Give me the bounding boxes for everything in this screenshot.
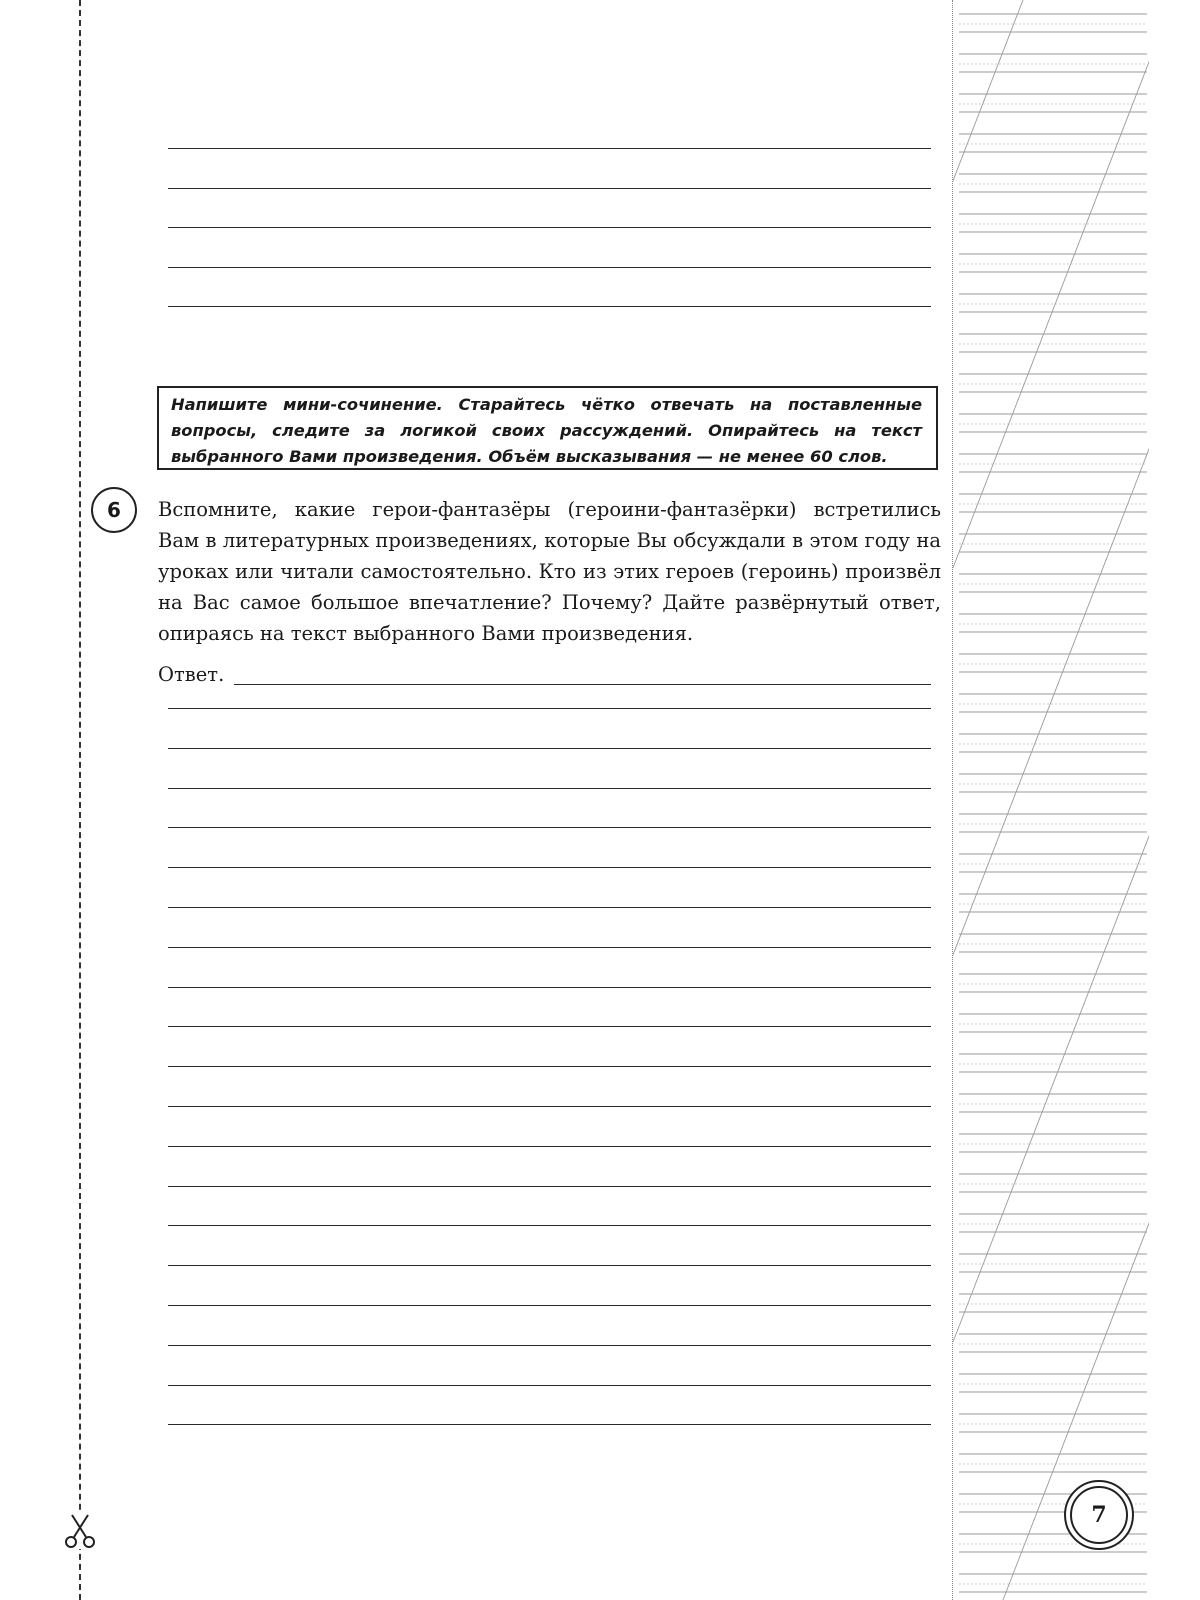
answer-writing-line[interactable] [168, 1186, 931, 1187]
previous-answer-lines [168, 148, 931, 346]
task-question: Вспомните, какие герои-фантазёры (героини-фантазёрки) встретились Вам в литературных произведениях, которые Вы обсуждали в этом году на уроках или читали самостоятельно. Кто из этих героев (героинь) произвёл на Вас самое большое впечатление? Почему? Дайте развёрнутый ответ, опираясь на текст выбранного Вами произведения. [158, 498, 941, 645]
page-number-badge [1064, 1480, 1134, 1550]
answer-writing-line[interactable] [168, 267, 931, 268]
answer-writing-line[interactable] [168, 1424, 931, 1425]
answer-writing-line[interactable] [168, 827, 931, 828]
answer-lines [168, 708, 931, 1464]
answer-first-line[interactable] [234, 684, 931, 685]
task-number: 6 [107, 498, 121, 522]
answer-writing-line[interactable] [168, 1066, 931, 1067]
answer-writing-line[interactable] [168, 1385, 931, 1386]
answer-writing-line[interactable] [168, 306, 931, 307]
answer-writing-line[interactable] [168, 1265, 931, 1266]
answer-writing-line[interactable] [168, 788, 931, 789]
answer-row [158, 662, 931, 688]
answer-writing-line[interactable] [168, 1106, 931, 1107]
answer-writing-line[interactable] [168, 1305, 931, 1306]
cut-line [79, 0, 81, 1600]
answer-writing-line[interactable] [168, 907, 931, 908]
answer-writing-line[interactable] [168, 1026, 931, 1027]
answer-writing-line[interactable] [168, 987, 931, 988]
answer-label: Ответ. [158, 663, 225, 686]
margin-lined-field [952, 0, 1149, 1600]
answer-writing-line[interactable] [168, 947, 931, 948]
page-number: 7 [1091, 1502, 1107, 1528]
answer-writing-line[interactable] [168, 867, 931, 868]
task-number-badge [91, 487, 137, 533]
answer-writing-line[interactable] [168, 148, 931, 149]
instruction-box [157, 386, 938, 470]
answer-writing-line[interactable] [168, 708, 931, 709]
answer-writing-line[interactable] [168, 227, 931, 228]
margin-ruling [953, 0, 1149, 1600]
answer-writing-line[interactable] [168, 188, 931, 189]
answer-writing-line[interactable] [168, 748, 931, 749]
answer-writing-line[interactable] [168, 1225, 931, 1226]
instruction-text: Напишите мини-сочинение. Старайтесь чётко отвечать на поставленные вопросы, следите за логикой своих рассуждений. Опирайтесь на текст выбранного Вами произведения. Объём высказывания — не менее 60 слов. [171, 395, 922, 466]
answer-writing-line[interactable] [168, 1146, 931, 1147]
scissors-icon [62, 1513, 98, 1549]
answer-writing-line[interactable] [168, 1345, 931, 1346]
